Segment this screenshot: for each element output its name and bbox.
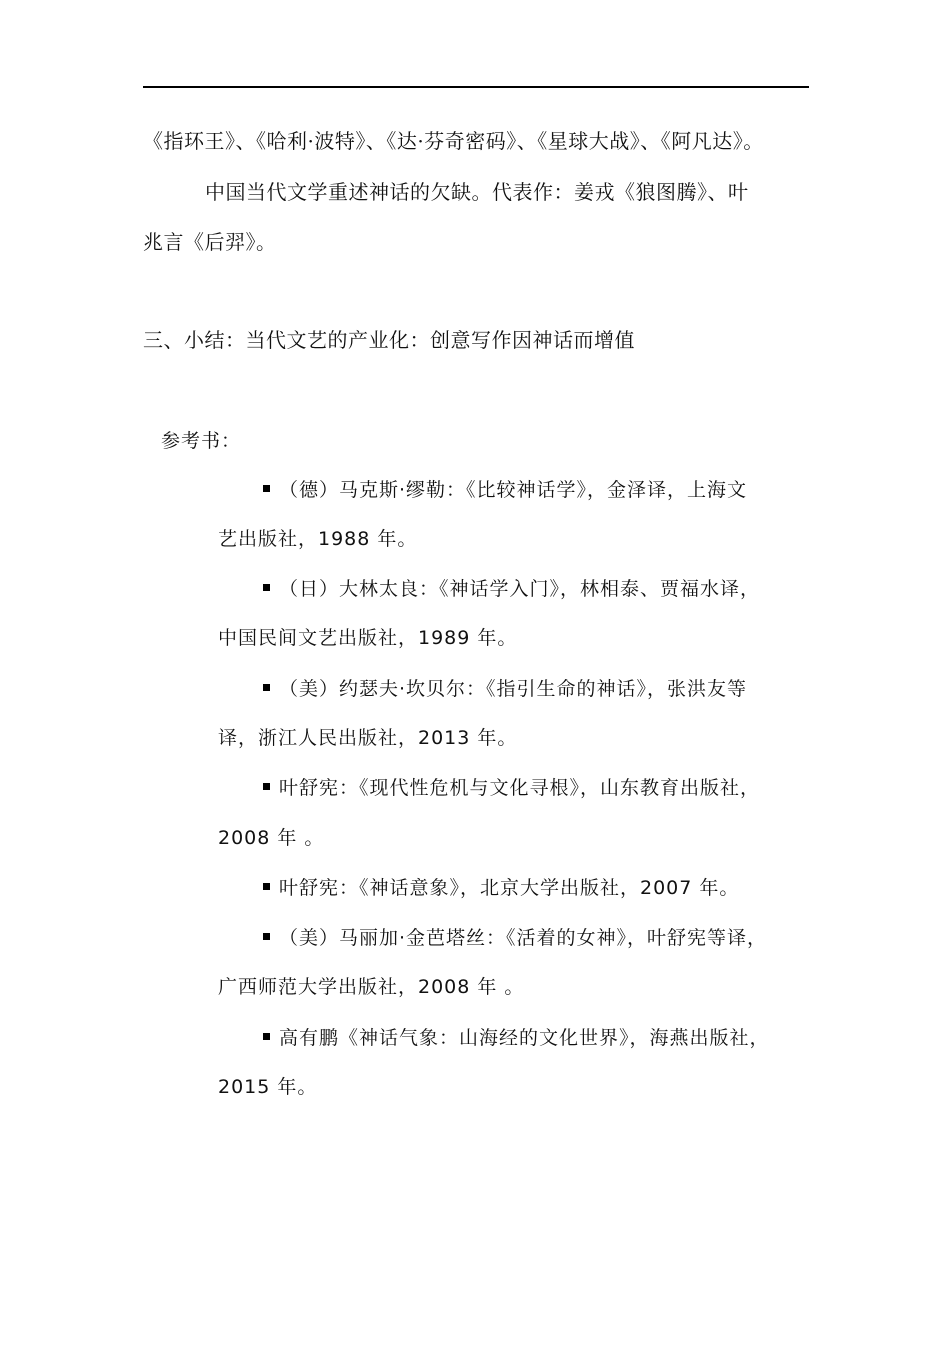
reference-item [263,680,747,699]
reference-line-cont: 艺出版社，1988 年。 [218,528,418,550]
reference-item [263,1029,770,1048]
reference-line-cont: 广西师范大学出版社，2008 年 。 [218,976,525,998]
reference-line-cont: 译，浙江人民出版社，2013 年。 [218,727,518,749]
bullet-icon [263,783,270,790]
reference-line: 高有鹏《神话气象：山海经的文化世界》，海燕出版社， [279,1027,770,1049]
reference-line-cont: 2008 年 。 [218,827,325,849]
bullet-icon [263,684,270,691]
bullet-icon [263,485,270,492]
body-line-lack: 中国当代文学重述神话的欠缺。代表作：姜戎《狼图腾》、叶 [205,180,749,204]
reference-item [263,580,760,599]
reference-line: （美）约瑟夫·坎贝尔：《指引生命的神话》，张洪友等 [279,678,748,700]
reference-item [263,481,747,500]
header-rule [143,86,809,88]
bullet-icon [263,584,270,591]
reference-item [263,879,739,898]
reference-line: （美）马丽加·金芭塔丝：《活着的女神》，叶舒宪等译， [279,927,768,949]
body-line-films: 《指环王》、《哈利·波特》、《达·芬奇密码》、《星球大战》、《阿凡达》。 [143,129,764,153]
bullet-icon [263,1033,270,1040]
reference-line: 叶舒宪：《现代性危机与文化寻根》，山东教育出版社， [279,777,761,799]
reference-item [263,929,767,948]
reference-line: （日）大林太良：《神话学入门》，林相泰、贾福水译， [279,578,761,600]
reference-item [263,779,760,798]
body-line-lack-cont: 兆言《后羿》。 [143,230,277,254]
reference-line-cont: 2015 年。 [218,1076,318,1098]
references-title: 参考书： [161,430,242,452]
bullet-icon [263,933,270,940]
bullet-icon [263,883,270,890]
reference-line: （德）马克斯·缪勒：《比较神话学》，金泽译，上海文 [279,479,748,501]
reference-line-cont: 中国民间文艺出版社，1989 年。 [218,627,518,649]
reference-line: 叶舒宪：《神话意象》，北京大学出版社，2007 年。 [279,877,740,899]
section-heading: 三、小结：当代文艺的产业化：创意写作因神话而增值 [143,328,635,352]
